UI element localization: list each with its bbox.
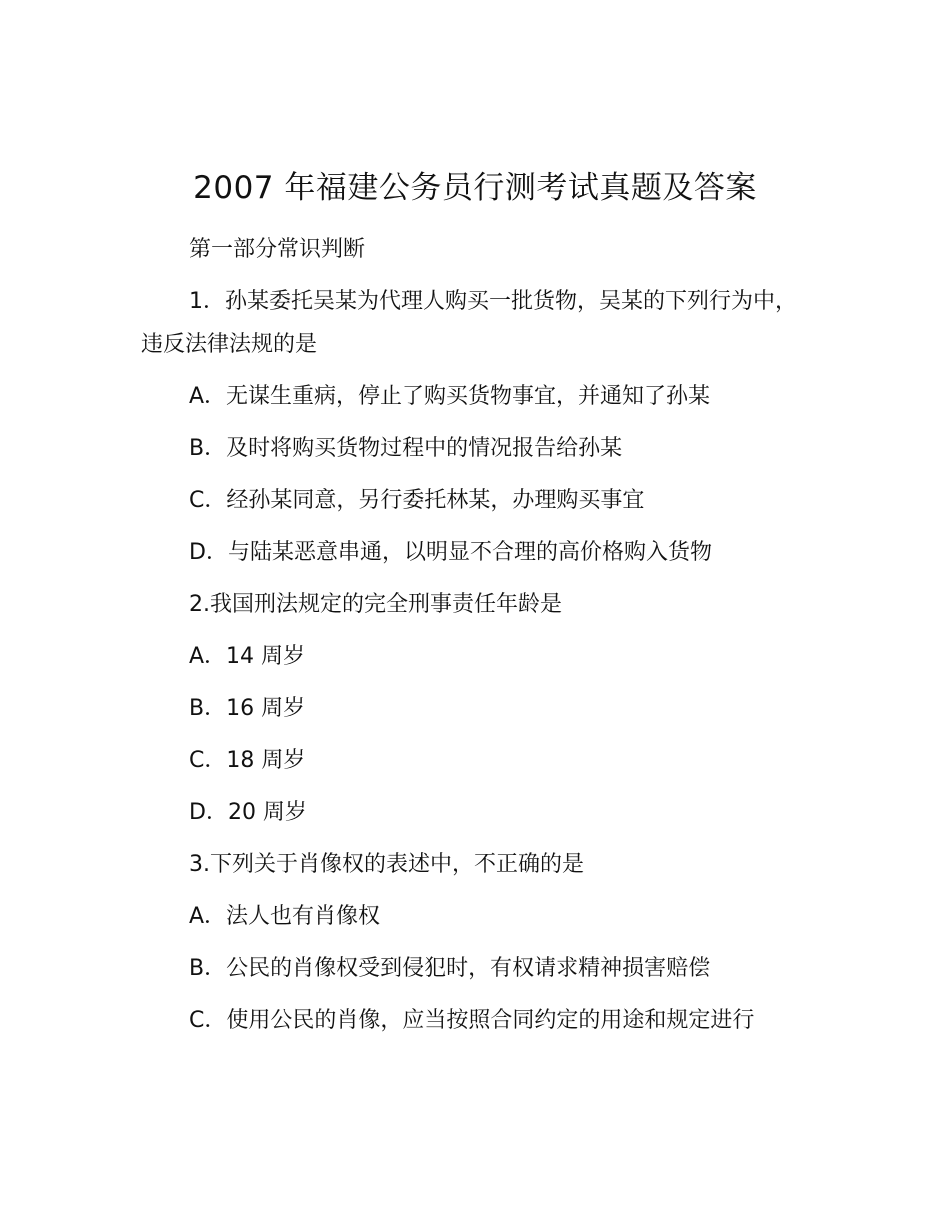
question-2-option-d: D．20 周岁: [189, 800, 307, 825]
question-3-stem: 3.下列关于肖像权的表述中，不正确的是: [189, 852, 584, 877]
document-title: 2007 年福建公务员行测考试真题及答案: [193, 170, 757, 206]
question-1-option-b: B．及时将购买货物过程中的情况报告给孙某: [189, 436, 623, 461]
question-2-option-c: C．18 周岁: [189, 748, 306, 773]
question-2-stem: 2.我国刑法规定的完全刑事责任年龄是: [189, 592, 562, 617]
section-heading: 第一部分常识判断: [189, 237, 366, 262]
question-3-option-b: B．公民的肖像权受到侵犯时，有权请求精神损害赔偿: [189, 956, 711, 981]
question-2-option-b: B．16 周岁: [189, 696, 306, 721]
document-body: [141, 228, 813, 1051]
question-1-stem: 1．孙某委托吴某为代理人购买一批货物，吴某的下列行为中，违反法律法规的是: [141, 289, 797, 357]
question-3-option-c: C．使用公民的肖像，应当按照合同约定的用途和规定进行: [189, 1008, 755, 1033]
question-1-option-a: A．无谋生重病，停止了购买货物事宜，并通知了孙某: [189, 384, 711, 409]
question-1-option-d: D．与陆某恶意串通，以明显不合理的高价格购入货物: [189, 540, 712, 565]
question-1-option-c: C．经孙某同意，另行委托林某，办理购买事宜: [189, 488, 645, 513]
question-3-option-a: A．法人也有肖像权: [189, 904, 381, 929]
question-2-option-a: A．14 周岁: [189, 644, 306, 669]
